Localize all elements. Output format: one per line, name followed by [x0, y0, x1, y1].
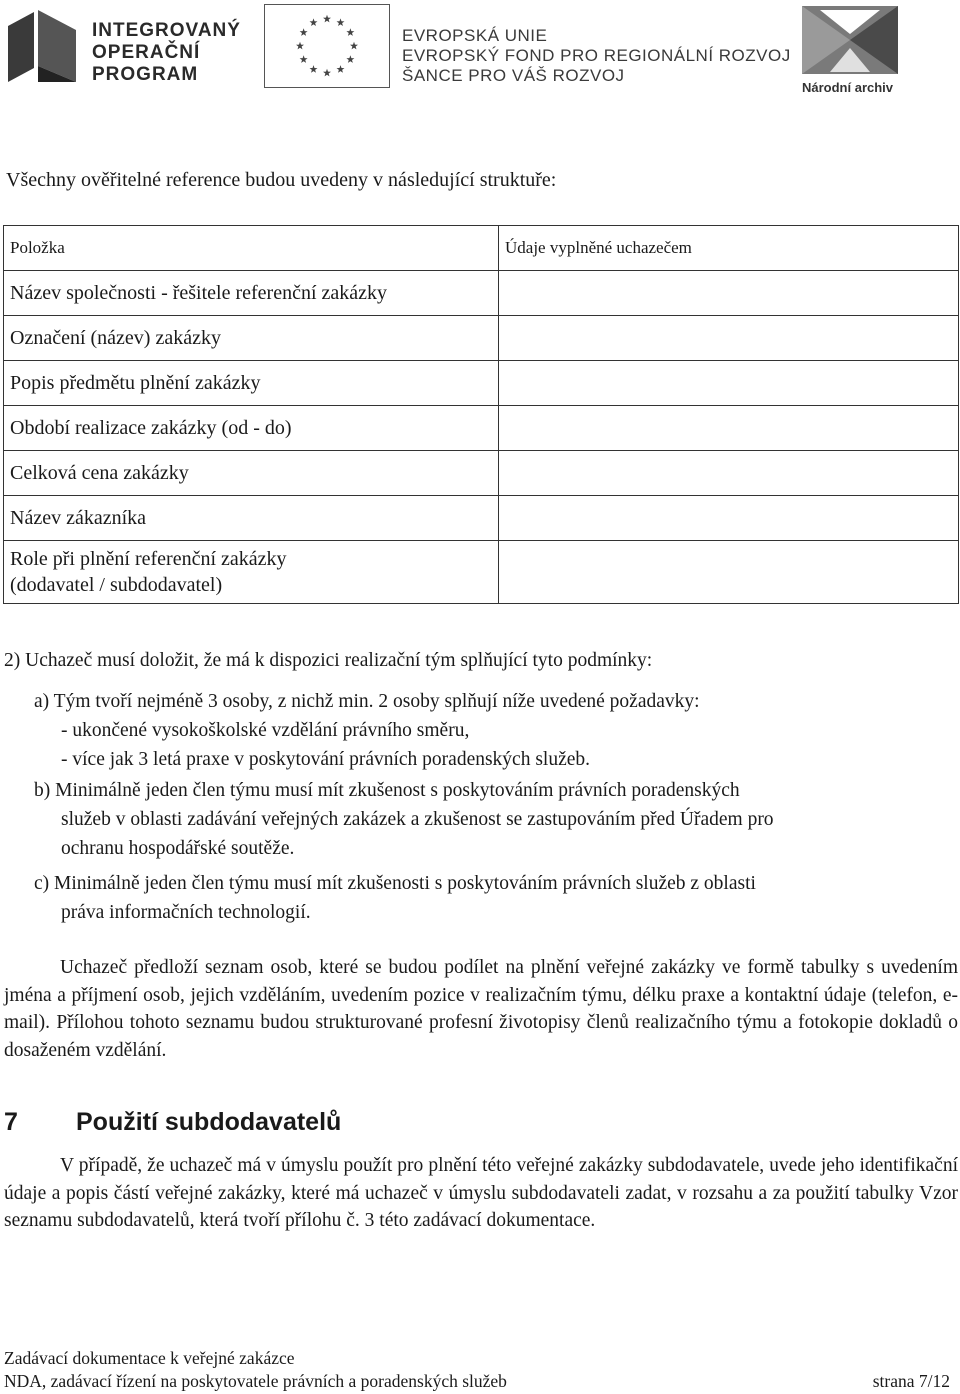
iop-line-2: OPERAČNÍ — [92, 42, 201, 63]
eu-line-1: EVROPSKÁ UNIE — [402, 26, 548, 45]
row-value-cell[interactable] — [499, 496, 959, 541]
eu-star-icon — [346, 28, 354, 36]
row-label: Název zákazníka — [4, 496, 499, 541]
row-label: Název společnosti - řešitele referenční zakázky — [4, 271, 499, 316]
row-label: Označení (název) zakázky — [4, 316, 499, 361]
eu-flag-icon — [264, 4, 390, 88]
row-label: Období realizace zakázky (od - do) — [4, 406, 499, 451]
requirements-heading: 2) Uchazeč musí doložit, že má k dispozici realizační tým splňující tyto podmínky: — [4, 650, 653, 671]
table-row — [4, 316, 959, 361]
eu-star-icon — [296, 42, 304, 50]
section-title: Použití subdodavatelů — [76, 1108, 342, 1136]
team-list-paragraph: Uchazeč předloží seznam osob, které se budou podílet na plnění veřejné zakázky ve formě tabulky s uvedením jména a příjmení osob, jejich vzděláním, uvedením pozice v realizačním týmu, délku praxe a kontaktní údaje (telefon, e-mail). Přílohou tohoto seznamu budou strukturované profesní životopisy členů realizačního týmu a fotokopie dokladů o dosaženém vzdělání. — [4, 957, 958, 1061]
footer-page-number: strana 7/12 — [872, 1371, 950, 1391]
eu-line-3: ŠANCE PRO VÁŠ ROZVOJ — [402, 66, 625, 85]
eu-text — [402, 26, 791, 86]
eu-line-2: EVROPSKÝ FOND PRO REGIONÁLNÍ ROZVOJ — [402, 46, 791, 65]
eu-star-icon — [323, 15, 331, 23]
footer-doc-title: Zadávací dokumentace k veřejné zakázce — [4, 1348, 295, 1368]
req-b-line-2: služeb v oblasti zadávání veřejných zakázek a zkušenost se zastupováním před Úřadem pro — [61, 809, 774, 830]
table-row — [4, 496, 959, 541]
table-row — [4, 406, 959, 451]
req-b-line-3: ochranu hospodářské soutěže. — [61, 838, 295, 859]
row-value-cell[interactable] — [499, 361, 959, 406]
eu-star-icon — [337, 18, 345, 26]
archive-emblem-icon — [800, 4, 900, 76]
req-c-line-2: práva informačních technologií. — [61, 902, 311, 923]
req-b-line-1: b) Minimálně jeden člen týmu musí mít zkušenost s poskytováním právních poradenských — [34, 780, 740, 801]
eu-star-icon — [346, 55, 354, 63]
eu-star-icon — [337, 65, 345, 73]
reference-table — [3, 225, 959, 604]
eu-star-icon — [323, 69, 331, 77]
footer-subject: NDA, zadávací řízení na poskytovatele právních a poradenských služeb — [4, 1371, 507, 1391]
iop-line-3: PROGRAM — [92, 64, 199, 85]
requirement-a — [34, 687, 700, 774]
intro-text: Všechny ověřitelné reference budou uvedeny v následující struktuře: — [6, 169, 557, 191]
section-heading — [4, 1108, 341, 1137]
table-row — [4, 361, 959, 406]
iop-line-1: INTEGROVANÝ — [92, 20, 241, 41]
eu-star-icon — [300, 55, 308, 63]
row-label: Popis předmětu plnění zakázky — [4, 361, 499, 406]
iop-logo — [4, 4, 241, 90]
table-row — [4, 451, 959, 496]
subcontractor-paragraph: V případě, že uchazeč má v úmyslu použít pro plnění této veřejné zakázky subdodavatele, uvede jeho identifikační údaje a popis částí veřejné zakázky, které má uchazeč v úmyslu subdodavateli zadat, v rozsahu a za použití tabulky Vzor seznamu subdodavatelů, která tvoří přílohu č. 3 této zadávací dokumentace. — [4, 1155, 958, 1231]
table-row — [4, 271, 959, 316]
iop-emblem-icon — [4, 6, 80, 86]
narodni-archiv-logo — [800, 4, 900, 98]
row-value-cell[interactable] — [499, 451, 959, 496]
eu-star-icon — [310, 18, 318, 26]
row-label-line-1: Role při plnění referenční zakázky — [10, 548, 287, 570]
na-label: Národní archiv — [802, 80, 894, 95]
table-row — [4, 541, 959, 604]
eu-star-icon — [350, 42, 358, 50]
req-a-line-3: - více jak 3 letá praxe v poskytování právních poradenských služeb. — [61, 749, 591, 770]
col-header-data: Údaje vyplněné uchazečem — [499, 226, 959, 271]
eu-star-icon — [310, 65, 318, 73]
row-value-cell[interactable] — [499, 271, 959, 316]
req-a-line-1: a) Tým tvoří nejméně 3 osoby, z nichž min. 2 osoby splňují níže uvedené požadavky: — [34, 691, 700, 712]
row-value-cell[interactable] — [499, 541, 959, 604]
table-header-row — [4, 226, 959, 271]
col-header-item: Položka — [4, 226, 499, 271]
requirement-c — [34, 869, 756, 927]
req-a-line-2: - ukončené vysokoškolské vzdělání právního směru, — [61, 720, 470, 741]
row-label-line-2: (dodavatel / subdodavatel) — [10, 574, 223, 596]
row-value-cell[interactable] — [499, 316, 959, 361]
requirement-b — [34, 776, 774, 863]
req-c-line-1: c) Minimálně jeden člen týmu musí mít zkušenosti s poskytováním právních služeb z oblasti — [34, 873, 756, 894]
row-label — [4, 541, 499, 604]
row-label: Celková cena zakázky — [4, 451, 499, 496]
eu-star-icon — [300, 28, 308, 36]
row-value-cell[interactable] — [499, 406, 959, 451]
section-number: 7 — [4, 1108, 18, 1136]
